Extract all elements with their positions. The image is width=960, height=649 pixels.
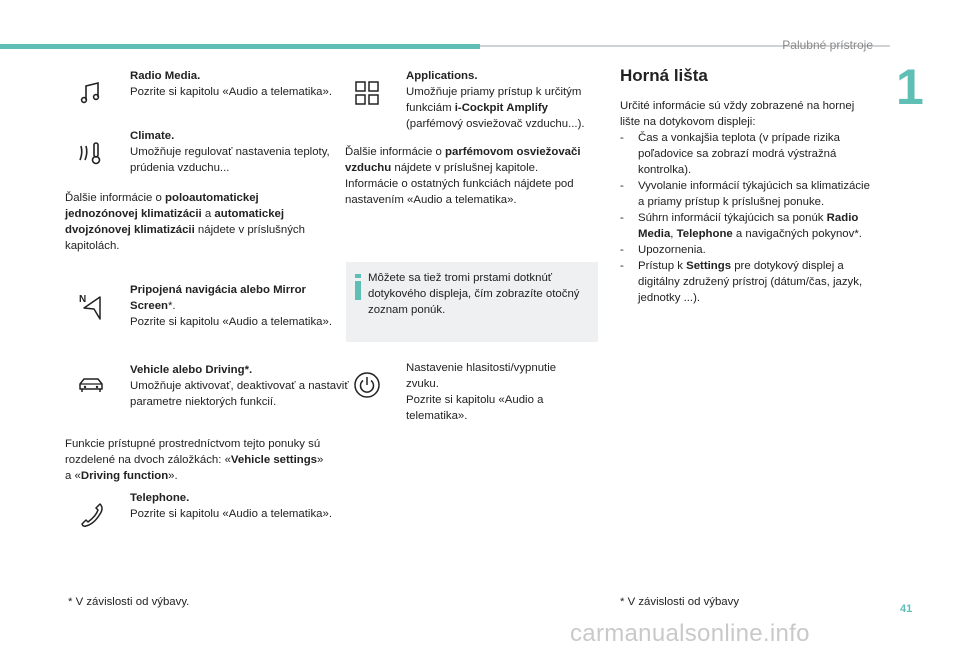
list-item: - Upozornenia. bbox=[620, 244, 706, 256]
music-note-icon bbox=[76, 78, 106, 108]
watermark: carmanualsonline.info bbox=[570, 620, 810, 647]
page-number: 41 bbox=[900, 603, 913, 615]
para1-bold-1: poloautomatickej jednozónovej klimatizácii bbox=[65, 192, 259, 220]
climate-title: Climate. bbox=[130, 130, 175, 142]
navigation-star: *. bbox=[168, 300, 176, 312]
power-icon bbox=[352, 370, 382, 400]
climate-info-paragraph bbox=[65, 190, 327, 254]
para2-bold-2: Driving function bbox=[80, 470, 169, 482]
navigation-title: Pripojená navigácia alebo Mirror Screen bbox=[130, 284, 306, 312]
footnote-left: * V závislosti od výbavy. bbox=[68, 596, 190, 608]
telephone-title: Telephone. bbox=[130, 492, 190, 504]
telephone-text: Pozrite si kapitolu «Audio a telematika». bbox=[130, 508, 332, 520]
list-item: - Súhrn informácií týkajúcich sa ponúk Radio Media, Telephone a navigačných pokynov*. bbox=[620, 212, 862, 240]
para2-text-c: » a « bbox=[65, 454, 324, 482]
vehicle-text: Umožňuje aktivovať, deaktivovať a nastaviť parametre niektorých funkcií. bbox=[130, 380, 349, 408]
para2-text-d: ». bbox=[168, 470, 178, 482]
radio-media-text: Pozrite si kapitolu «Audio a telematika». bbox=[130, 86, 332, 98]
fragrance-info-paragraph: Ďalšie informácie o parfémovom osviežovači vzduchu nájdete v príslušnej kapitole. Informácie o ostatných funkciách nájdete pod nastavením «Audio a telematika». bbox=[345, 146, 581, 206]
phone-icon bbox=[76, 500, 106, 530]
para2-bold-1: Vehicle settings bbox=[230, 454, 318, 466]
applications-grid-icon bbox=[352, 78, 382, 108]
footnote-right: * V závislosti od výbavy bbox=[620, 596, 740, 608]
header-accent-bar bbox=[0, 44, 480, 49]
svg-text:N: N bbox=[79, 294, 87, 305]
volume-text: Nastavenie hlasitosti/vypnutie zvuku. bbox=[406, 362, 557, 390]
para2-text-a: Funkcie prístupné prostredníctvom tejto ponuky sú rozdelené na dvoch záložkách: « bbox=[65, 438, 321, 466]
info-icon bbox=[352, 272, 364, 302]
section-title: Horná lišta bbox=[620, 66, 708, 85]
para1-bold-2: automatickej dvojzónovej klimatizácii bbox=[65, 208, 285, 236]
top-bar-list bbox=[620, 130, 878, 306]
applications-text: Umožňuje priamy prístup k určitým funkciám i-Cockpit Amplify (parfémový osviežovač vzduchu...). bbox=[406, 86, 585, 130]
volume-text-2: Pozrite si kapitolu «Audio a telematika». bbox=[406, 394, 544, 422]
vehicle-title: Vehicle alebo Driving*. bbox=[130, 364, 253, 376]
para1-text-d: nájdete v príslušných kapitolách. bbox=[65, 224, 305, 252]
top-bar-intro: Určité informácie sú vždy zobrazené na hornej lište na dotykovom displeji: bbox=[620, 100, 855, 128]
applications-title: Applications. bbox=[406, 70, 478, 82]
para1-text-a: Ďalšie informácie o bbox=[65, 192, 166, 204]
para1-text-c: a bbox=[201, 208, 215, 220]
chapter-number: 1 bbox=[896, 59, 924, 115]
list-item: - Vyvolanie informácií týkajúcich sa klimatizácie a priamy prístup k príslušnej ponuke. bbox=[620, 180, 870, 208]
vehicle-info-paragraph bbox=[65, 436, 327, 484]
section-header-title: Palubné prístroje bbox=[782, 38, 873, 52]
list-item: - Prístup k Settings pre dotykový displej a digitálny združený prístroj (dátum/čas, jazyk, jednotky ...). bbox=[620, 260, 863, 304]
climate-text: Umožňuje regulovať nastavenia teploty, prúdenia vzduchu... bbox=[130, 146, 330, 174]
climate-icon bbox=[76, 138, 106, 168]
car-icon bbox=[76, 370, 106, 400]
info-box-text: Môžete sa tiež tromi prstami dotknúť dotykového displeja, čím zobrazíte otočný zoznam ponúk. bbox=[368, 272, 580, 316]
navigation-arrow-icon bbox=[76, 292, 106, 322]
navigation-text: Pozrite si kapitolu «Audio a telematika». bbox=[130, 316, 332, 328]
radio-media-title: Radio Media. bbox=[130, 70, 201, 82]
list-item: - Čas a vonkajšia teplota (v prípade rizika poľadovice sa zobrazí modrá výstražná kontrolka). bbox=[620, 132, 840, 176]
